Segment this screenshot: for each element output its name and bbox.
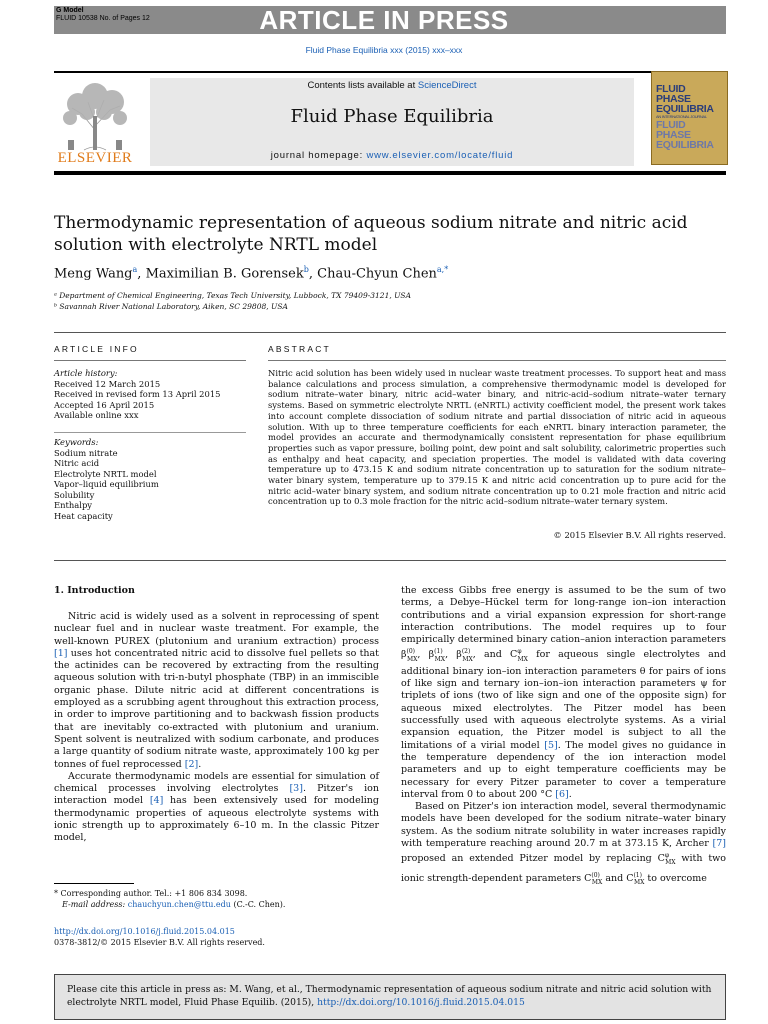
email-label: E-mail address: xyxy=(62,900,128,909)
text-run: proposed an extended Pitzer model by replacing C xyxy=(401,853,665,865)
keywords xyxy=(54,437,254,521)
doi-block xyxy=(54,926,265,948)
subscript: MX xyxy=(633,878,645,886)
gmodel-text: G Model xyxy=(56,7,84,14)
cover-line-4: EQUILIBRIA xyxy=(656,139,714,151)
doi-link[interactable]: http://dx.doi.org/10.1016/j.fluid.2015.04.015 xyxy=(54,927,235,936)
superscript: (0) xyxy=(591,871,600,879)
article-title: Thermodynamic representation of aqueous sodium nitrate and nitric acid solution with electrolyte NRTL model xyxy=(54,213,688,255)
citation-link[interactable]: [4] xyxy=(149,795,164,807)
journal-reference-link[interactable]: Fluid Phase Equilibria xxx (2015) xxx–xxx xyxy=(305,45,463,55)
text-run: has been extensively used for modeling thermodynamic properties of aqueous electrolyte systems with ionic strength up to approximately 6–10 m. In the classic Pitzer model, xyxy=(54,795,380,844)
cover-line-2: EQUILIBRIA xyxy=(656,103,714,115)
history-item: Received in revised form 13 April 2015 xyxy=(54,389,221,399)
superscript: (1) xyxy=(434,648,443,656)
author-name: Chau-Chyun Chen xyxy=(317,266,437,282)
text-run: Accurate thermodynamic models are essential for simulation of chemical processes involving electrolytes xyxy=(54,770,379,795)
affiliations xyxy=(54,291,694,312)
paragraph xyxy=(54,771,379,845)
contents-available-line xyxy=(150,80,634,91)
text-run: for aqueous single electrolytes and additional binary ion–ion interaction parameters θ for pairs of ions of like sign and ternary ion–ion–ion interaction parameters ψ for triplets of ions (two of like sign and one of the opposite sign) for aqueous mixed electrolytes. The Pitzer model has been successfully used with aqueous electrolyte systems. As a virial expansion equation, the Pitzer model is subject to all the limitations of a virial model xyxy=(401,649,726,751)
contents-prefix: Contents lists available at xyxy=(307,80,418,91)
author-name: Maximilian B. Gorensek xyxy=(145,266,304,282)
history-heading: Article history: xyxy=(54,368,118,378)
abstract-text: Nitric acid solution has been widely used in nuclear waste treatment processes. To support heat and mass balance calculations and process simulation, a comprehensive thermodynamic model is developed for sodium nitrate–water binary, nitric acid–water binary, and nitric-acid–sodium nitrate–water ternary systems. Based on symmetric electrolyte NRTL (eNRTL) activity coefficient model, the present work takes into account complete dissociation of sodium nitrate and partial dissociation of nitric acid in aqueous solution. With up to three temperature coefficients for each eNRTL binary interaction parameter, the model provides an accurate and thermodynamically consistent representation for phase equilibrium properties such as vapor pressure, boiling point, dew point and salt solubility, calorimetric properties such as enthalpy and heat capacity, and speciation properties. The model is validated with data covering temperature up to 473.15 K and sodium nitrate concentration up to saturation for the sodium nitrate–water binary system, temperature up to 379.15 K and nitric acid concentration up to pure acid for the nitric acid–water binary system, and sodium nitrate concentration up to 0.21 mole fraction and nitric acid concentration up to 0.3 mole fraction for the nitric acid–sodium nitrate–water ternary system. xyxy=(268,368,726,507)
superscript: φ xyxy=(517,648,522,656)
citation-link[interactable]: [3] xyxy=(289,783,303,795)
keywords-rule xyxy=(54,432,246,433)
keyword-item: Solubility xyxy=(54,489,95,500)
copyright-notice: © 2015 Elsevier B.V. All rights reserved. xyxy=(553,530,726,540)
body-column-right xyxy=(401,585,726,889)
sciencedirect-link[interactable]: ScienceDirect xyxy=(417,80,477,91)
citation-link[interactable]: [6] xyxy=(555,788,569,800)
subscript: MX xyxy=(665,859,676,867)
author-affil-link[interactable]: a xyxy=(132,265,138,274)
text-run: Nitric acid is widely used as a solvent in reprocessing of spent nuclear fuel and in nuclear waste treatment. For example, the well-known PUREX (plutonium and uranium extraction) process xyxy=(54,611,379,647)
subscript: MX xyxy=(434,655,446,663)
keyword-item: Vapor–liquid equilibrium xyxy=(54,479,159,489)
body-rule xyxy=(54,560,726,561)
issn-line: 0378-3812/© 2015 Elsevier B.V. All rights reserved. xyxy=(54,938,265,947)
footnote-rule xyxy=(54,883,134,884)
cover-line-1: FLUID PHASE xyxy=(656,83,691,105)
text-run: . Pitzer's ion interaction model xyxy=(54,783,379,807)
article-in-press-title: ARTICLE IN PRESS xyxy=(259,5,509,35)
elsevier-wordmark: ELSEVIER xyxy=(57,150,133,166)
text-run: to overcome xyxy=(644,872,707,884)
author-affil-link[interactable]: a,* xyxy=(436,265,449,274)
superscript: (2) xyxy=(461,648,471,656)
text-run: Based on Pitzer's ion interaction model, several thermodynamic models have been developed for the sodium nitrate–water binary system. As the sodium nitrate solubility in water increases rapidly with temperature reaching around 20.7 m at 373.15 K, Archer xyxy=(401,801,726,849)
subscript: MX xyxy=(407,655,418,663)
email-suffix: (C.-C. Chen). xyxy=(230,900,286,909)
citation-link[interactable]: [5] xyxy=(544,739,558,751)
email-link[interactable]: chauchyun.chen@ttu.edu xyxy=(127,900,231,909)
citation-doi-link[interactable]: http://dx.doi.org/10.1016/j.fluid.2015.04.015 xyxy=(317,996,525,1008)
article-info-heading: ARTICLE INFO xyxy=(54,344,139,354)
citation-link[interactable]: [7] xyxy=(712,837,726,849)
email-line xyxy=(54,899,384,910)
history-item: Available online xxx xyxy=(54,410,139,420)
abstract-rule xyxy=(268,360,726,361)
paragraph xyxy=(401,585,726,801)
text-run: . xyxy=(568,788,572,800)
fluid-ref: FLUID 10538 No. of Pages 12 xyxy=(56,15,150,22)
info-rule xyxy=(54,360,246,361)
keyword-item: Electrolyte NRTL model xyxy=(54,468,157,479)
subscript: MX xyxy=(591,878,603,886)
body-column-left xyxy=(54,611,379,845)
text-run: . xyxy=(198,758,202,770)
text-run: . The model gives no guidance in the temperature dependency of the ion interaction model parameters and up to eight temperature coefficients may be necessary for every Pitzer parameter to cover a temperature interval from 0 to about 200 °C xyxy=(401,739,726,800)
cover-line-3: FLUID PHASE xyxy=(656,119,691,141)
section-heading-introduction: 1. Introduction xyxy=(54,585,135,596)
text-run: and C xyxy=(602,872,634,884)
superscript: φ xyxy=(664,852,670,860)
text-run: uses hot concentrated nitric acid to dissolve fuel pellets so that the actinides can be recovered by extracting from the resulting aqueous solution with tri-n-butyl phosphate (TBP) in an immiscible organic phase. Dilute nitric acid at different concentrations is employed as a scrubbing agent throughout this extraction process, in order to improve partitioning and to backwash fission products that are inevitably co-extracted with plutonium and uranium. Spent solvent is neutralized with sodium carbonate, and produces a large quantity of sodium nitrate waste, approximately 100 kg per tonnes of fuel reprocessed xyxy=(54,647,379,770)
header-rule-top xyxy=(54,71,726,73)
citation-link[interactable]: [2] xyxy=(184,758,199,770)
superscript: (0) xyxy=(406,648,415,656)
paragraph xyxy=(401,801,726,889)
paragraph xyxy=(54,611,379,771)
header-rule-bottom xyxy=(54,171,726,175)
keywords-heading: Keywords: xyxy=(54,437,99,447)
footnote xyxy=(54,888,384,910)
abstract-heading: ABSTRACT xyxy=(268,344,331,354)
history-item: Accepted 16 April 2015 xyxy=(54,399,155,410)
keyword-item: Enthalpy xyxy=(54,500,93,510)
subscript: MX xyxy=(462,655,473,663)
journal-name: Fluid Phase Equilibria xyxy=(290,106,494,127)
corresponding-author-note: * Corresponding author. Tel.: +1 806 834 3098. xyxy=(54,889,248,898)
keyword-item: Sodium nitrate xyxy=(54,447,118,458)
subscript: MX xyxy=(517,655,528,663)
citation-link[interactable]: [1] xyxy=(54,647,68,659)
text-run: , β xyxy=(417,649,435,661)
author-name: Meng Wang xyxy=(54,266,133,282)
affiliation-a: ᵃ Department of Chemical Engineering, Texas Tech University, Lubbock, TX 79409-3121, USA xyxy=(54,291,411,300)
text-run: , and C xyxy=(472,649,518,661)
section-rule xyxy=(54,332,726,333)
affiliation-b: ᵇ Savannah River National Laboratory, Aiken, SC 29808, USA xyxy=(54,301,288,311)
text-run: with two ionic strength-dependent parameters C xyxy=(401,853,726,884)
keyword-item: Nitric acid xyxy=(54,458,100,468)
cover-subtitle: AN INTERNATIONAL JOURNAL xyxy=(656,114,707,119)
citation-text: Please cite this article in press as: M. Wang, et al., Thermodynamic representation of aqueous sodium nitrate and nitric acid solution with electrolyte NRTL model, Fluid Phase Equilib. (2015), xyxy=(67,984,712,1008)
text-run: the excess Gibbs free energy is assumed to be the sum of two terms, a Debye–Hückel term for long-range ion–ion interaction contributions and a virial expansion expression for short-range interaction contributions. The model requires up to four empirically determined binary cation–anion interaction parameters β xyxy=(401,585,726,661)
journal-cover-text xyxy=(656,84,721,150)
author-affil-link[interactable]: b xyxy=(303,265,309,274)
journal-homepage-line xyxy=(150,150,634,161)
journal-homepage-link[interactable]: www.elsevier.com/locate/fluid xyxy=(366,150,514,161)
history-item: Received 12 March 2015 xyxy=(54,378,161,389)
text-run: , β xyxy=(445,649,462,661)
article-history xyxy=(54,368,254,421)
cite-this-article-text xyxy=(67,984,717,1009)
homepage-prefix: journal homepage: xyxy=(270,150,367,161)
author-list: Meng Wang$^a$, Maximilian B. Gorensek$^b$, Chau-Chyun Chen$^{a,*}$ xyxy=(54,265,449,282)
superscript: (1) xyxy=(633,871,642,879)
keyword-item: Heat capacity xyxy=(54,510,113,521)
